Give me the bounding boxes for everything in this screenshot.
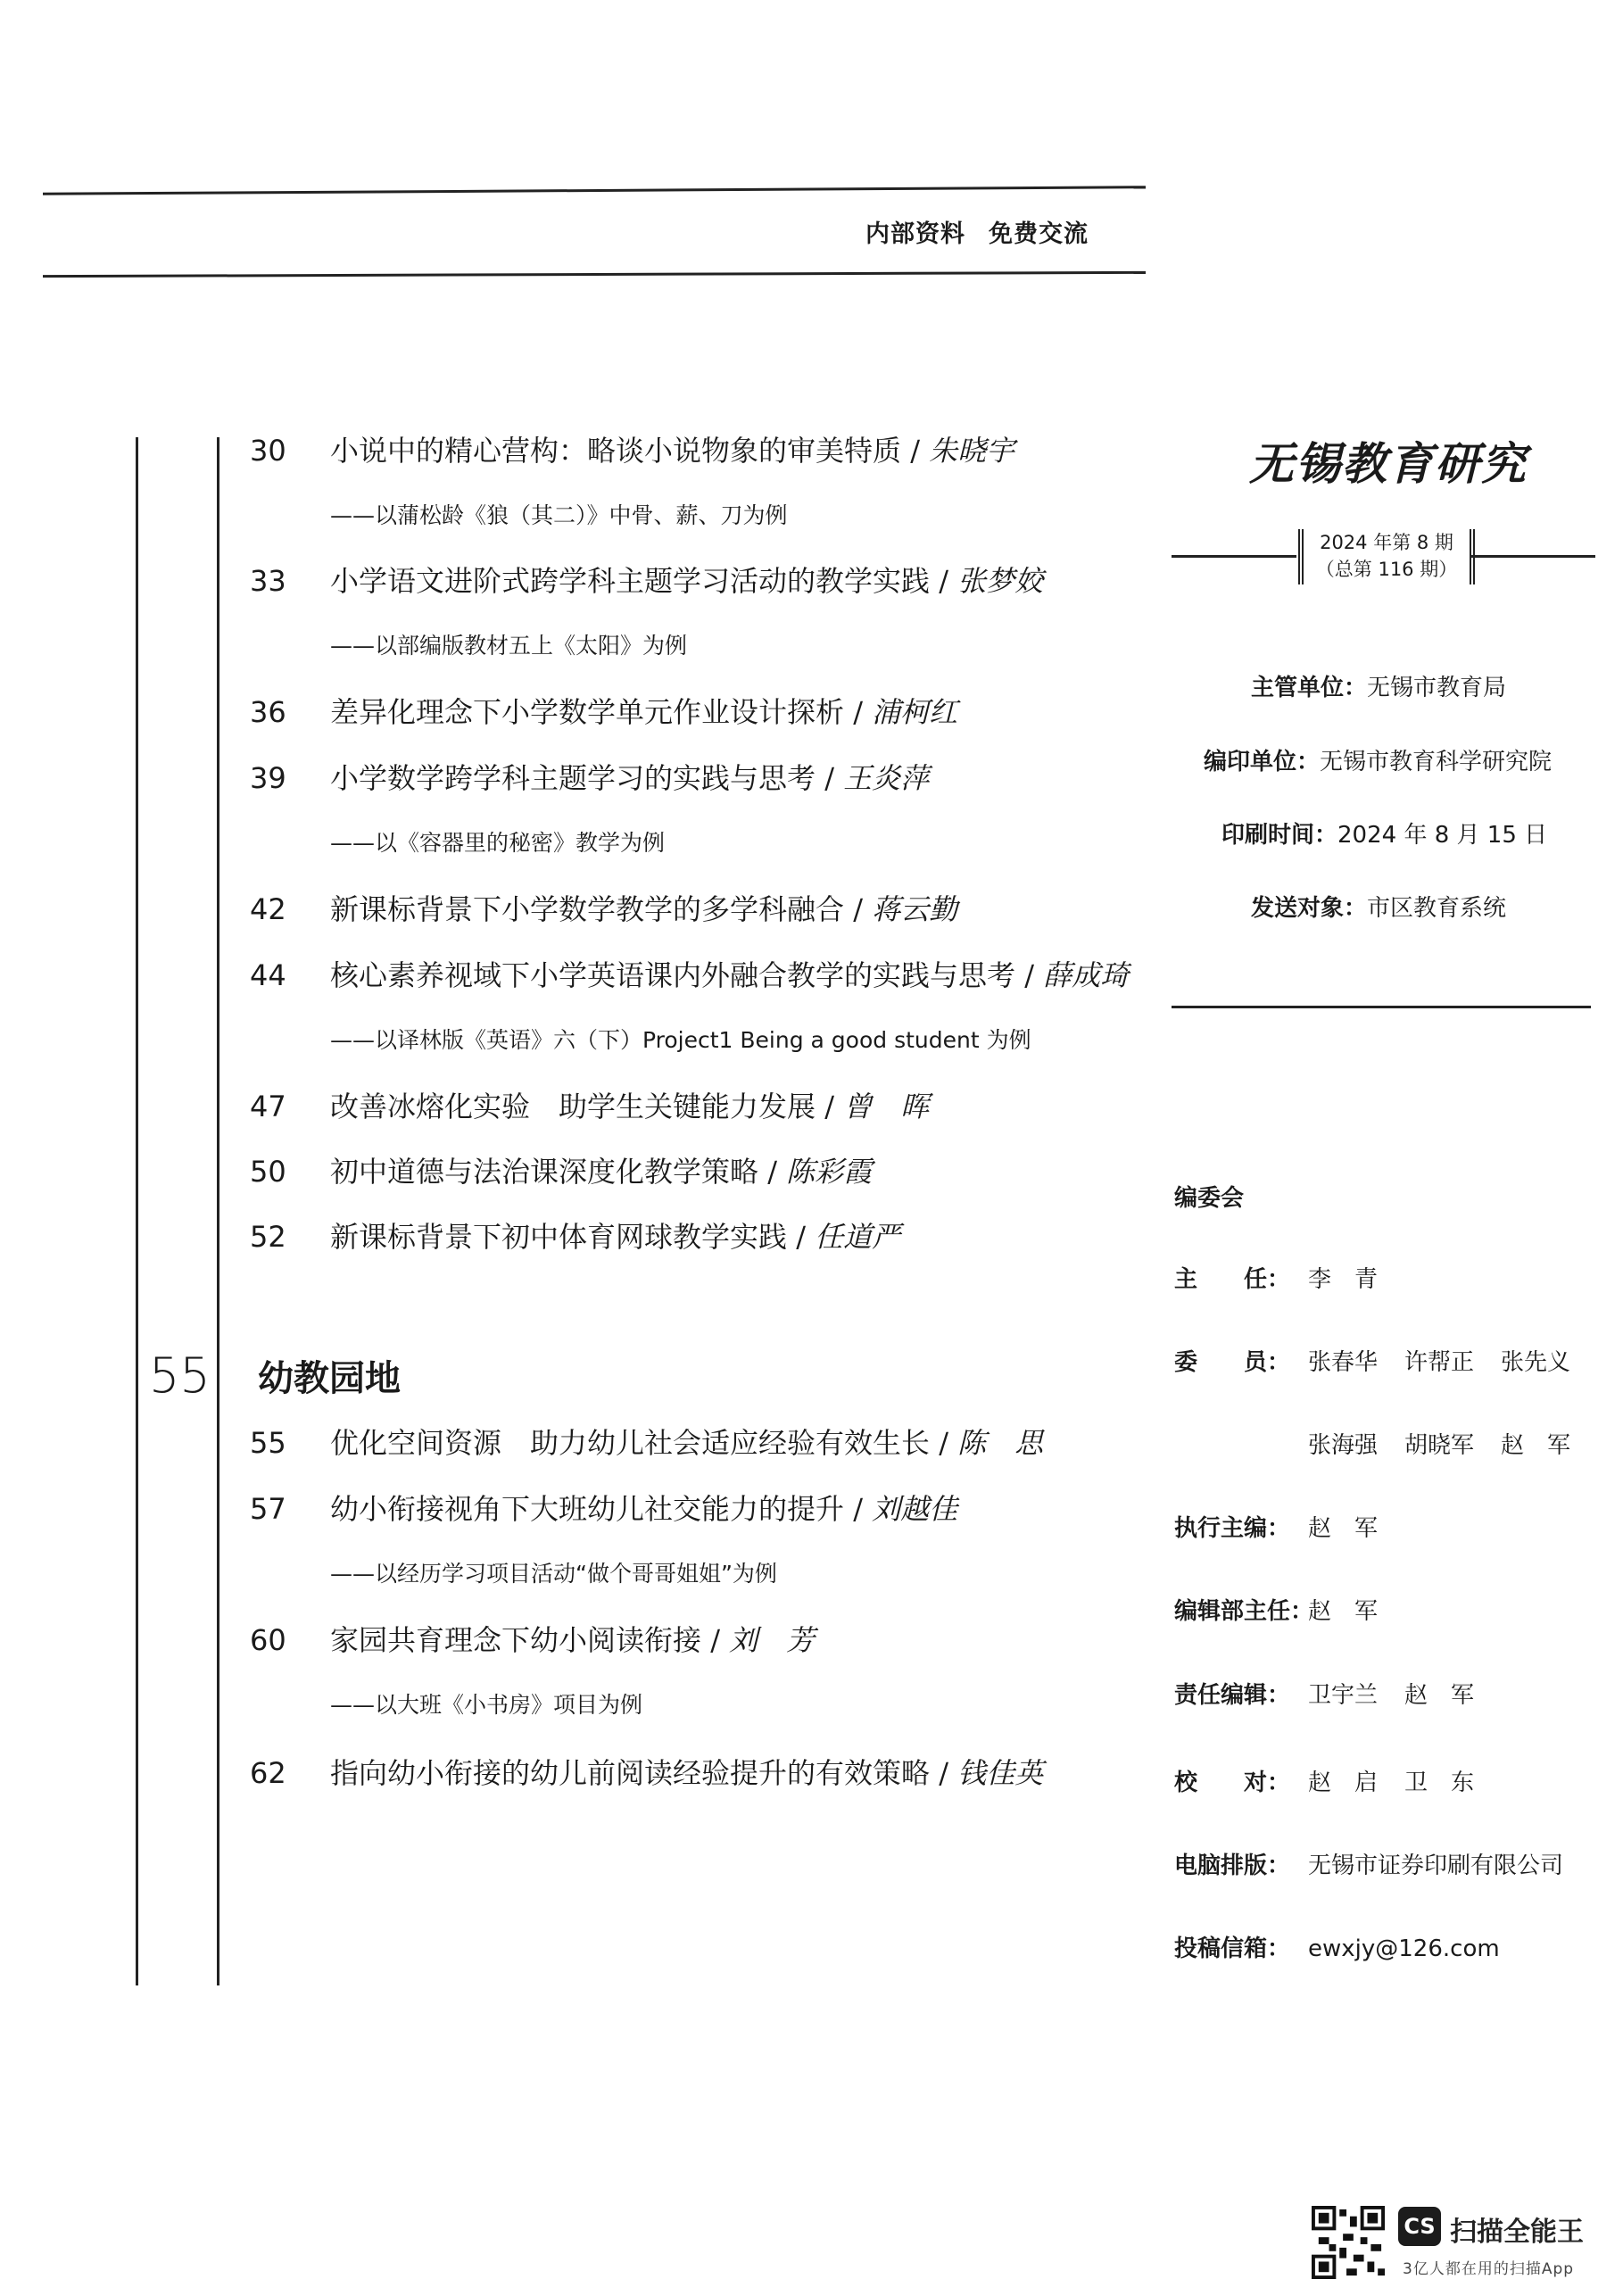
toc-page-number: 36 <box>250 695 286 729</box>
toc-author: 王炎萍 <box>843 761 930 795</box>
toc-page-number: 30 <box>250 434 286 468</box>
committee-role: 主 任： <box>1174 1266 1291 1293</box>
toc-subtitle: ——以大班《小书房》项目为例 <box>330 1692 643 1718</box>
committee-member: 赵 启 <box>1308 1770 1379 1796</box>
info-row <box>1251 890 1506 923</box>
committee-member: 赵 军 <box>1501 1432 1571 1459</box>
toc-entry[interactable]: 50 初中道德与法治课深度化教学策略 / 陈彩霞 <box>250 1155 873 1189</box>
toc-author: 朱晓宇 <box>929 434 1015 468</box>
toc-subtitle: ——以《容器里的秘密》教学为例 <box>330 830 666 856</box>
toc-title: 指向幼小衔接的幼儿前阅读经验提升的有效策略 <box>330 1756 931 1790</box>
committee-role: 责任编辑： <box>1174 1682 1291 1709</box>
toc-author: 张梦姣 <box>957 564 1044 598</box>
camscanner-logo-icon: CS <box>1398 2207 1441 2246</box>
committee-member: 赵 军 <box>1308 1598 1379 1625</box>
toc-inner-rule <box>217 437 219 1985</box>
issue-number: 2024 年第 8 期 <box>1320 532 1453 553</box>
committee-member: ewxjy@126.com <box>1308 1935 1500 1962</box>
toc-title: 改善冰熔化实验 助学生关键能力发展 <box>330 1090 816 1123</box>
committee-role: 投稿信箱： <box>1174 1935 1291 1962</box>
journal-title: 无锡教育研究 <box>1249 437 1528 490</box>
header-bottom-rule <box>43 271 1146 278</box>
info-row <box>1251 669 1506 702</box>
toc-entry[interactable]: 52 新课标背景下初中体育网球教学实践 / 任道严 <box>250 1220 901 1254</box>
toc-title: 核心素养视域下小学英语课内外融合教学的实践与思考 <box>330 958 1016 992</box>
info-label: 印刷时间： <box>1221 822 1338 849</box>
committee-member: 许帮正 <box>1404 1349 1475 1376</box>
toc-page-number: 62 <box>250 1756 286 1790</box>
header-top-rule <box>43 186 1146 195</box>
info-label: 编印单位： <box>1204 749 1321 775</box>
toc-entry[interactable]: 36 差异化理念下小学数学单元作业设计探析 / 浦柯红 <box>250 695 958 729</box>
toc-entry[interactable]: 55 优化空间资源 助力幼儿社会适应经验有效生长 / 陈 思 <box>250 1426 1044 1460</box>
info-bottom-rule <box>1172 1006 1591 1008</box>
committee-row <box>1174 1510 1404 1543</box>
toc-author: 薛成琦 <box>1043 958 1130 992</box>
info-label: 主管单位： <box>1251 675 1368 701</box>
toc-page-number: 50 <box>250 1155 286 1189</box>
header-text-right: 免费交流 <box>989 220 1089 248</box>
committee-row <box>1174 1261 1404 1294</box>
toc-title: 新课标背景下初中体育网球教学实践 <box>330 1220 788 1254</box>
toc-subtitle: ——以蒲松龄《狼（其二）》中骨、薪、刀为例 <box>330 502 788 528</box>
info-value: 市区教育系统 <box>1367 895 1507 922</box>
toc-entry[interactable]: 42 新课标背景下小学数学教学的多学科融合 / 蒋云勤 <box>250 892 958 926</box>
toc-author: 刘 芳 <box>729 1623 816 1657</box>
toc-entry[interactable]: 60 家园共育理念下幼小阅读衔接 / 刘 芳 <box>250 1623 816 1657</box>
issue-rule-right <box>1470 555 1595 558</box>
toc-title: 家园共育理念下幼小阅读衔接 <box>330 1623 702 1657</box>
committee-role: 编辑部主任： <box>1174 1598 1314 1625</box>
committee-row <box>1174 1847 1590 1880</box>
committee-label: 编委会 <box>1174 1185 1245 1212</box>
toc-page-number: 47 <box>250 1090 286 1123</box>
committee-member: 张海强 <box>1308 1432 1379 1459</box>
toc-author: 陈彩霞 <box>786 1155 873 1189</box>
committee-row <box>1174 1677 1501 1710</box>
toc-entry[interactable]: 30 小说中的精心营构：略谈小说物象的审美特质 / 朱晓宇 <box>250 434 1015 468</box>
toc-author: 曾 晖 <box>843 1090 930 1123</box>
toc-page-number: 39 <box>250 761 286 795</box>
committee-member: 无锡市证券印刷有限公司 <box>1308 1853 1564 1879</box>
toc-page-number: 55 <box>250 1426 286 1460</box>
toc-title: 新课标背景下小学数学教学的多学科融合 <box>330 892 845 926</box>
committee-member: 张春华 <box>1308 1349 1379 1376</box>
toc-title: 优化空间资源 助力幼儿社会适应经验有效生长 <box>330 1426 931 1460</box>
toc-author: 刘越佳 <box>872 1492 958 1526</box>
toc-title: 小学语文进阶式跨学科主题学习活动的教学实践 <box>330 564 931 598</box>
camscanner-name: 扫描全能王 <box>1450 2217 1584 2248</box>
toc-title: 幼小衔接视角下大班幼儿社交能力的提升 <box>330 1492 845 1526</box>
toc-title: 差异化理念下小学数学单元作业设计探析 <box>330 695 845 729</box>
committee-member: 胡晓军 <box>1404 1432 1475 1459</box>
toc-entry[interactable]: 39 小学数学跨学科主题学习的实践与思考 / 王炎萍 <box>250 761 930 795</box>
toc-page-number: 42 <box>250 892 286 926</box>
issue-box <box>1298 529 1475 584</box>
issue-rule-left <box>1172 555 1296 558</box>
toc-title: 小学数学跨学科主题学习的实践与思考 <box>330 761 816 795</box>
toc-page-number: 60 <box>250 1623 286 1657</box>
committee-member: 卫 东 <box>1404 1770 1475 1796</box>
info-value: 无锡市教育科学研究院 <box>1320 749 1553 775</box>
camscanner-tagline: 3亿人都在用的扫描App <box>1403 2260 1575 2278</box>
toc-entry[interactable]: 57 幼小衔接视角下大班幼儿社交能力的提升 / 刘越佳 <box>250 1492 958 1526</box>
committee-role: 校 对： <box>1174 1770 1291 1796</box>
section-title: 幼教园地 <box>258 1357 401 1399</box>
committee-member: 赵 军 <box>1308 1515 1379 1542</box>
info-label: 发送对象： <box>1251 895 1368 922</box>
committee-row <box>1174 1427 1597 1460</box>
header-label <box>865 214 1089 249</box>
toc-author: 陈 思 <box>957 1426 1044 1460</box>
toc-subtitle: ——以经历学习项目活动“做个哥哥姐姐”为例 <box>330 1561 777 1587</box>
committee-row <box>1174 1930 1527 1963</box>
committee-role: 电脑排版： <box>1174 1853 1291 1879</box>
info-value: 2024 年 8 月 15 日 <box>1337 822 1548 849</box>
toc-entry[interactable]: 62 指向幼小衔接的幼儿前阅读经验提升的有效策略 / 钱佳英 <box>250 1756 1044 1790</box>
info-row <box>1204 743 1552 776</box>
toc-subtitle: ——以译林版《英语》六（下）Project1 Being a good student 为例 <box>330 1027 1031 1053</box>
toc-page-number: 33 <box>250 564 286 598</box>
toc-author: 浦柯红 <box>872 695 958 729</box>
toc-author: 钱佳英 <box>957 1756 1044 1790</box>
toc-entry[interactable]: 33 小学语文进阶式跨学科主题学习活动的教学实践 / 张梦姣 <box>250 564 1044 598</box>
toc-page-number: 44 <box>250 958 286 992</box>
toc-left-rule <box>136 437 138 1985</box>
toc-entry[interactable]: 47 改善冰熔化实验 助学生关键能力发展 / 曾 晖 <box>250 1090 930 1123</box>
section-page-number: 55 <box>149 1347 211 1404</box>
toc-page-number: 52 <box>250 1220 286 1254</box>
toc-author: 蒋云勤 <box>872 892 958 926</box>
toc-author: 任道严 <box>815 1220 901 1254</box>
info-value: 无锡市教育局 <box>1367 675 1507 701</box>
committee-role: 执行主编： <box>1174 1515 1291 1542</box>
committee-member: 李 青 <box>1308 1266 1379 1293</box>
toc-entry[interactable]: 44 核心素养视域下小学英语课内外融合教学的实践与思考 / 薛成琦 <box>250 958 1130 992</box>
toc-title: 初中道德与法治课深度化教学策略 <box>330 1155 759 1189</box>
issue-total: （总第 116 期） <box>1315 559 1458 580</box>
committee-row <box>1174 1593 1404 1626</box>
qr-code-icon <box>1312 2206 1385 2279</box>
header-text-left: 内部资料 <box>865 220 965 248</box>
committee-member: 赵 军 <box>1404 1682 1475 1709</box>
toc-title: 小说中的精心营构：略谈小说物象的审美特质 <box>330 434 902 468</box>
toc-subtitle: ——以部编版教材五上《太阳》为例 <box>330 633 688 659</box>
committee-row <box>1174 1764 1501 1797</box>
toc-page-number: 57 <box>250 1492 286 1526</box>
info-row <box>1221 816 1547 850</box>
committee-row <box>1174 1344 1597 1377</box>
committee-member: 张先义 <box>1501 1349 1571 1376</box>
committee-role: 委 员： <box>1174 1349 1291 1376</box>
committee-member: 卫宇兰 <box>1308 1682 1379 1709</box>
